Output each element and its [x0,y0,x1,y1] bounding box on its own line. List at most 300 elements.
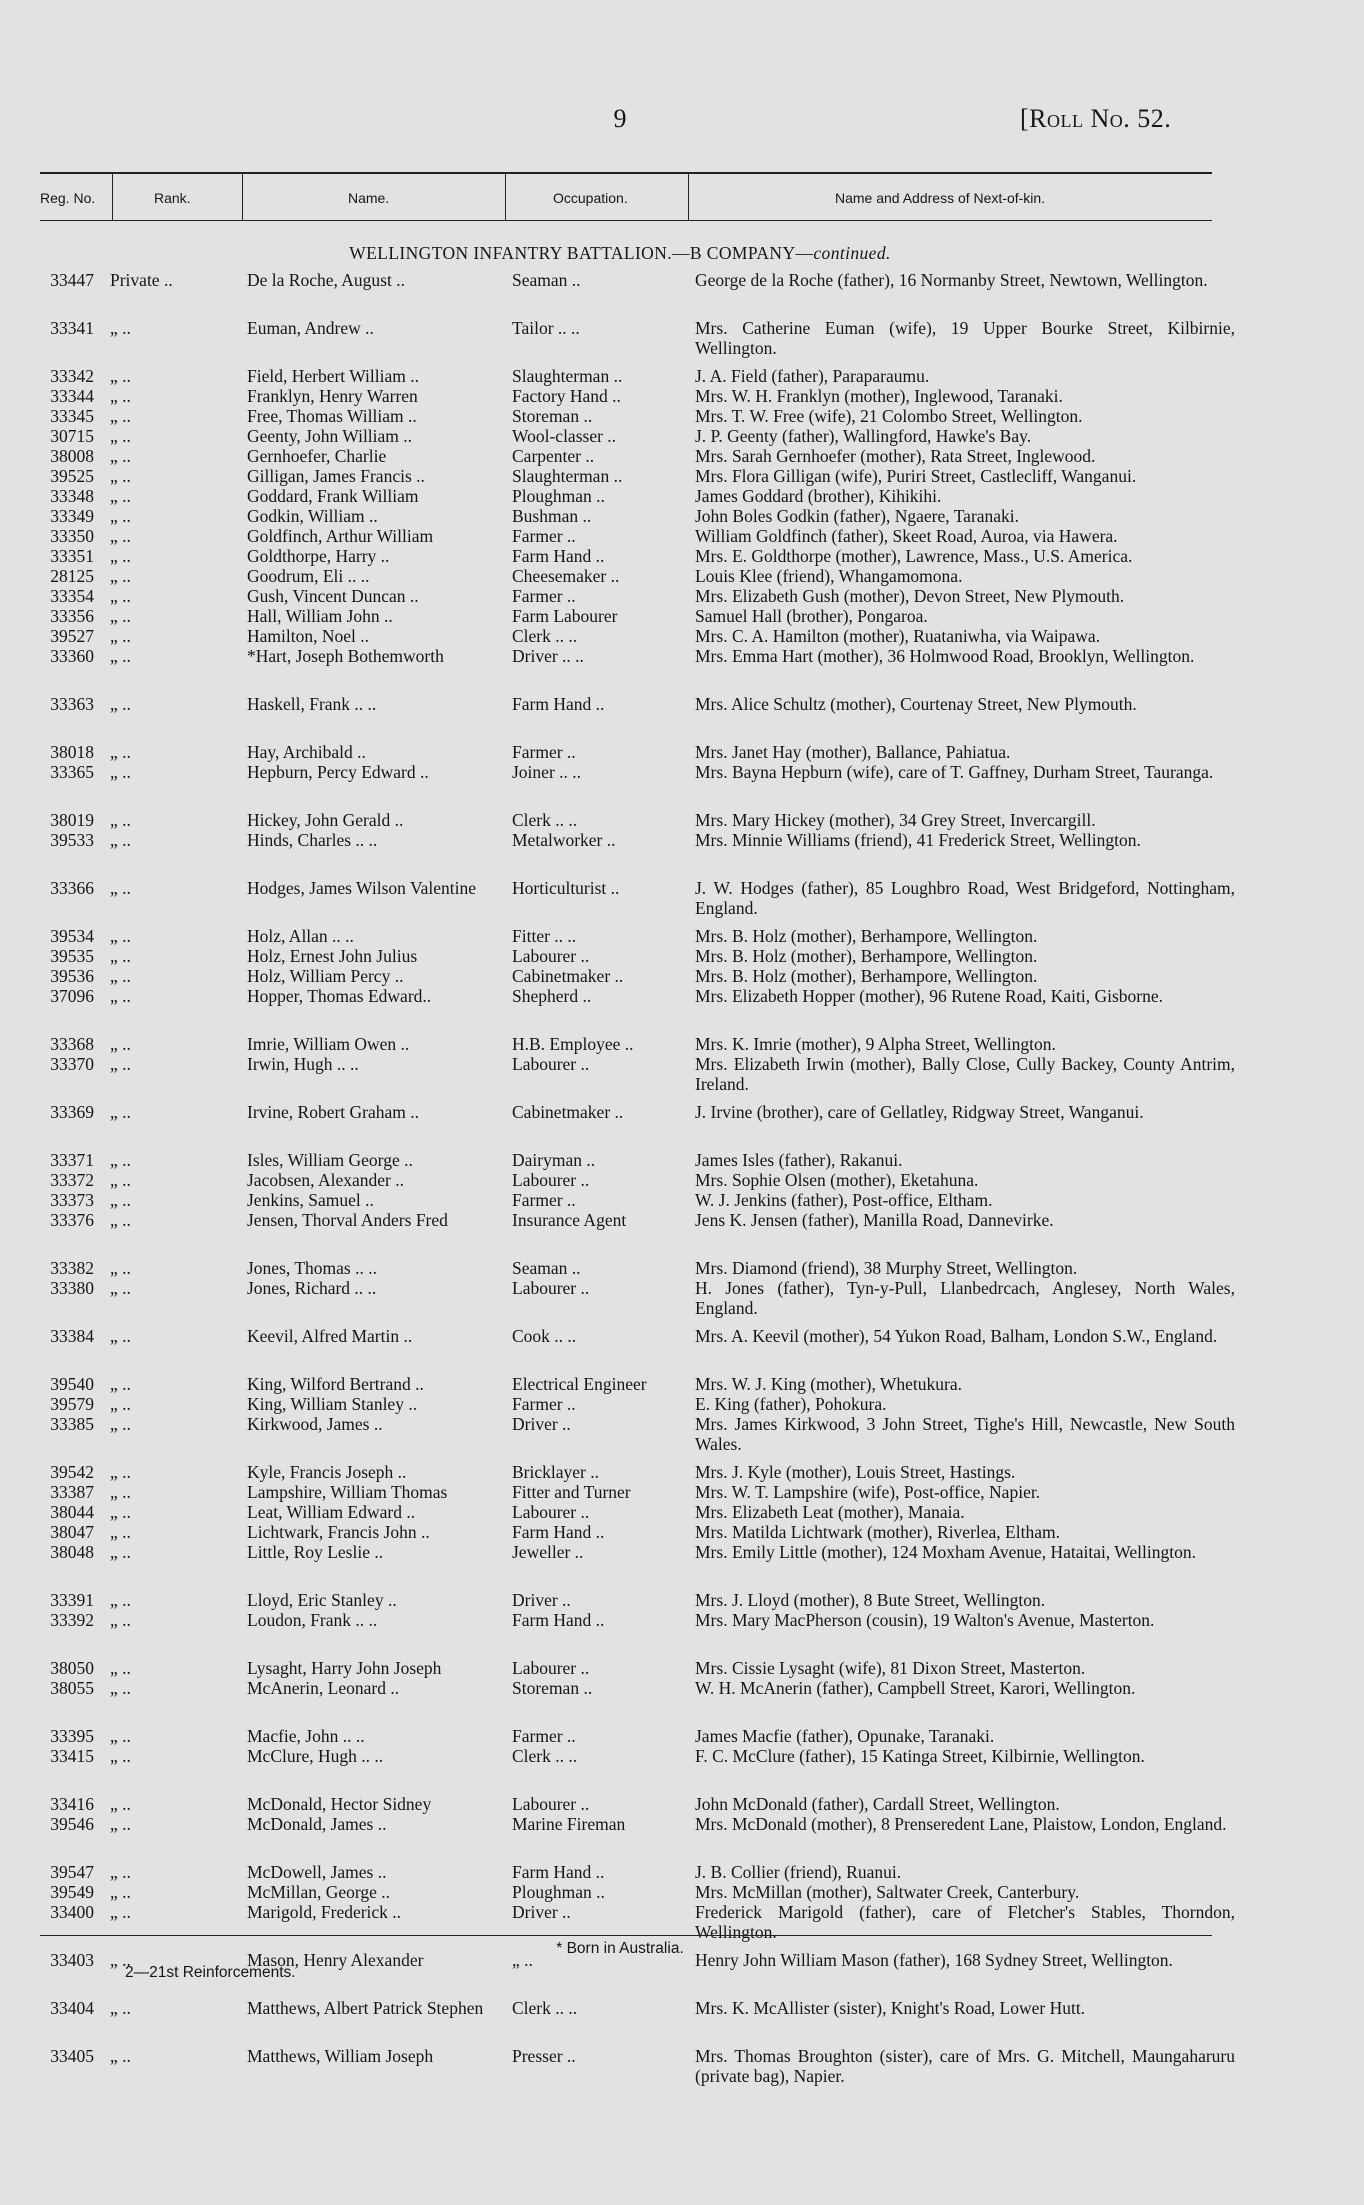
reg-number-cell: 33373 [50,1190,94,1210]
next-of-kin-cell: Mrs. B. Holz (mother), Berhampore, Wellington. [695,926,1038,946]
next-of-kin-cell: J. B. Collier (friend), Ruanui. [695,1862,902,1882]
reg-number-cell: 33368 [50,1034,94,1054]
rank-cell: „ .. [110,1102,131,1122]
column-header-name: Name. [348,190,390,206]
page-number: 9 [613,104,627,133]
column-divider [688,174,689,220]
occupation-cell: Jeweller .. [512,1542,584,1562]
reg-number-cell: 33382 [50,1258,94,1278]
rank-cell: „ .. [110,446,131,466]
rank-cell: „ .. [110,1542,131,1562]
table-row [0,1034,1240,1054]
next-of-kin-cell: Mrs. James Kirkwood, 3 John Street, Tighe's Hill, Newcastle, New South Wales. [695,1414,1235,1454]
column-divider [505,174,506,220]
footer-reference: 2—21st Reinforcements. [125,1964,296,1981]
table-row [0,1542,1240,1582]
table-row [0,1258,1240,1278]
next-of-kin-cell: Mrs. Elizabeth Hopper (mother), 96 Rutene Road, Kaiti, Gisborne. [695,986,1164,1006]
occupation-cell: Labourer .. [512,1794,590,1814]
header-rule-bottom [40,220,1212,221]
footnote: * Born in Australia. [556,1940,684,1957]
name-cell: Hepburn, Percy Edward .. [247,762,429,782]
table-row [0,1862,1240,1882]
reg-number-cell: 33376 [50,1210,94,1230]
table-row [0,1414,1240,1454]
occupation-cell: Driver .. [512,1902,571,1922]
table-row [0,694,1240,734]
occupation-cell: Shepherd .. [512,986,592,1006]
rank-cell: Private .. [110,270,173,290]
occupation-cell: Cook .. .. [512,1326,577,1346]
name-cell: Euman, Andrew .. [247,318,374,338]
name-cell: Hall, William John .. [247,606,393,626]
name-cell: Lichtwark, Francis John .. [247,1522,430,1542]
rank-cell: „ .. [110,586,131,606]
table-row [0,986,1240,1026]
name-cell: Holz, Allan .. .. [247,926,354,946]
name-cell: Godkin, William .. [247,506,378,526]
table-row [0,1678,1240,1718]
reg-number-cell: 39540 [50,1374,94,1394]
next-of-kin-cell: Mrs. B. Holz (mother), Berhampore, Wellington. [695,966,1038,986]
name-cell: Holz, Ernest John Julius [247,946,418,966]
occupation-cell: Seaman .. [512,1258,581,1278]
name-cell: Matthews, Albert Patrick Stephen [247,1998,484,2018]
name-cell: Lloyd, Eric Stanley .. [247,1590,397,1610]
occupation-cell: Farm Hand .. [512,694,605,714]
header-rule-top [40,172,1212,174]
reg-number-cell: 39527 [50,626,94,646]
rank-cell: „ .. [110,1794,131,1814]
table-row [0,1746,1240,1786]
table-row [0,1522,1240,1542]
name-cell: Gush, Vincent Duncan .. [247,586,419,606]
name-cell: Goldfinch, Arthur William [247,526,434,546]
next-of-kin-cell: Frederick Marigold (father), care of Fletcher's Stables, Thorndon, Wellington. [695,1902,1235,1942]
next-of-kin-cell: Mrs. J. Lloyd (mother), 8 Bute Street, Wellington. [695,1590,1046,1610]
next-of-kin-cell: Mrs. Emily Little (mother), 124 Moxham Avenue, Hataitai, Wellington. [695,1542,1196,1562]
name-cell: Irwin, Hugh .. .. [247,1054,359,1074]
occupation-cell: Labourer .. [512,1278,590,1298]
table-row [0,626,1240,646]
next-of-kin-cell: George de la Roche (father), 16 Normanby Street, Newtown, Wellington. [695,270,1208,290]
occupation-cell: Farm Hand .. [512,1522,605,1542]
rank-cell: „ .. [110,1862,131,1882]
occupation-cell: Factory Hand .. [512,386,621,406]
reg-number-cell: 33400 [50,1902,94,1922]
occupation-cell: Labourer .. [512,1054,590,1074]
table-row [0,586,1240,606]
occupation-cell: Labourer .. [512,946,590,966]
rank-cell: „ .. [110,646,131,666]
next-of-kin-cell: H. Jones (father), Tyn-y-Pull, Llanbedrcach, Anglesey, North Wales, England. [695,1278,1235,1318]
occupation-cell: Farmer .. [512,1726,576,1746]
occupation-cell: Slaughterman .. [512,466,623,486]
occupation-cell: Labourer .. [512,1502,590,1522]
table-row [0,762,1240,802]
reg-number-cell: 38018 [50,742,94,762]
rank-cell: „ .. [110,546,131,566]
occupation-cell: Storeman .. [512,406,593,426]
occupation-cell: Farmer .. [512,1190,576,1210]
table-row [0,318,1240,358]
occupation-cell: Electrical Engineer [512,1374,647,1394]
rank-cell: „ .. [110,1658,131,1678]
roll-number: [Roll No. 52. [1020,104,1172,133]
occupation-cell: Presser .. [512,2046,576,2066]
reg-number-cell: 38050 [50,1658,94,1678]
name-cell: Holz, William Percy .. [247,966,404,986]
occupation-cell: Dairyman .. [512,1150,596,1170]
name-cell: Leat, William Edward .. [247,1502,416,1522]
table-row [0,1814,1240,1854]
name-cell: Goddard, Frank William [247,486,419,506]
occupation-cell: Seaman .. [512,270,581,290]
name-cell: Imrie, William Owen .. [247,1034,410,1054]
rank-cell: „ .. [110,1998,131,2018]
name-cell: Haskell, Frank .. .. [247,694,377,714]
rank-cell: „ .. [110,1054,131,1074]
rank-cell: „ .. [110,1326,131,1346]
next-of-kin-cell: Mrs. Bayna Hepburn (wife), care of T. Gaffney, Durham Street, Tauranga. [695,762,1214,782]
rank-cell: „ .. [110,1902,131,1922]
rank-cell: „ .. [110,1210,131,1230]
next-of-kin-cell: Mrs. Elizabeth Leat (mother), Manaia. [695,1502,965,1522]
next-of-kin-cell: Jens K. Jensen (father), Manilla Road, Dannevirke. [695,1210,1054,1230]
column-header-next-of-kin: Name and Address of Next-of-kin. [835,190,1046,206]
name-cell: Keevil, Alfred Martin .. [247,1326,413,1346]
table-row [0,366,1240,386]
table-row [0,1794,1240,1814]
name-cell: Kyle, Francis Joseph .. [247,1462,407,1482]
table-row [0,1502,1240,1522]
name-cell: *Hart, Joseph Bothemworth [247,646,444,666]
next-of-kin-cell: J. W. Hodges (father), 85 Loughbro Road, West Bridgeford, Nottingham, England. [695,878,1235,918]
next-of-kin-cell: Mrs. C. A. Hamilton (mother), Ruataniwha, via Waipawa. [695,626,1101,646]
next-of-kin-cell: W. H. McAnerin (father), Campbell Street, Karori, Wellington. [695,1678,1136,1698]
next-of-kin-cell: Mrs. W. H. Franklyn (mother), Inglewood, Taranaki. [695,386,1063,406]
table-row [0,1190,1240,1210]
occupation-cell: Bricklayer .. [512,1462,599,1482]
table-row [0,1150,1240,1170]
rank-cell: „ .. [110,1590,131,1610]
occupation-cell: Horticulturist .. [512,878,620,898]
next-of-kin-cell: J. Irvine (brother), care of Gellatley, Ridgway Street, Wanganui. [695,1102,1144,1122]
table-row [0,926,1240,946]
table-row [0,1102,1240,1142]
section-title [0,243,1240,264]
occupation-cell: Clerk .. .. [512,810,578,830]
rank-cell: „ .. [110,1814,131,1834]
rank-cell: „ .. [110,1522,131,1542]
reg-number-cell: 33344 [50,386,94,406]
occupation-cell: Slaughterman .. [512,366,623,386]
rank-cell: „ .. [110,606,131,626]
table-row [0,966,1240,986]
occupation-cell: Fitter .. .. [512,926,577,946]
reg-number-cell: 33345 [50,406,94,426]
table-row [0,1882,1240,1902]
table-row [0,1610,1240,1650]
column-header-reg-no: Reg. No. [40,190,96,206]
next-of-kin-cell: William Goldfinch (father), Skeet Road, Auroa, via Hawera. [695,526,1118,546]
name-cell: McAnerin, Leonard .. [247,1678,400,1698]
rank-cell: „ .. [110,318,131,338]
next-of-kin-cell: Mrs. K. McAllister (sister), Knight's Road, Lower Hutt. [695,1998,1086,2018]
reg-number-cell: 39534 [50,926,94,946]
name-cell: Jensen, Thorval Anders Fred [247,1210,448,1230]
reg-number-cell: 39535 [50,946,94,966]
rank-cell: „ .. [110,2046,131,2066]
rank-cell: „ .. [110,810,131,830]
table-row [0,946,1240,966]
occupation-cell: Farmer .. [512,586,576,606]
next-of-kin-cell: Mrs. Alice Schultz (mother), Courtenay Street, New Plymouth. [695,694,1137,714]
rank-cell: „ .. [110,1190,131,1210]
rank-cell: „ .. [110,526,131,546]
rank-cell: „ .. [110,566,131,586]
next-of-kin-cell: Mrs. Janet Hay (mother), Ballance, Pahiatua. [695,742,1011,762]
table-row [0,878,1240,918]
rank-cell: „ .. [110,406,131,426]
reg-number-cell: 33342 [50,366,94,386]
reg-number-cell: 30715 [50,426,94,446]
table-row [0,566,1240,586]
table-row [0,1590,1240,1610]
next-of-kin-cell: F. C. McClure (father), 15 Katinga Street, Kilbirnie, Wellington. [695,1746,1145,1766]
name-cell: Matthews, William Joseph [247,2046,434,2066]
next-of-kin-cell: Mrs. Mary Hickey (mother), 34 Grey Street, Invercargill. [695,810,1096,830]
name-cell: Jones, Richard .. .. [247,1278,377,1298]
next-of-kin-cell: James Isles (father), Rakanui. [695,1150,903,1170]
reg-number-cell: 39533 [50,830,94,850]
occupation-cell: Clerk .. .. [512,626,578,646]
next-of-kin-cell: Mrs. Sarah Gernhoefer (mother), Rata Street, Inglewood. [695,446,1096,466]
name-cell: Kirkwood, James .. [247,1414,383,1434]
name-cell: Field, Herbert William .. [247,366,419,386]
reg-number-cell: 33405 [50,2046,94,2066]
occupation-cell: Clerk .. .. [512,1746,578,1766]
next-of-kin-cell: Mrs. A. Keevil (mother), 54 Yukon Road, Balham, London S.W., England. [695,1326,1218,1346]
reg-number-cell: 33356 [50,606,94,626]
table-row [0,1658,1240,1678]
rank-cell: „ .. [110,1170,131,1190]
rank-cell: „ .. [110,742,131,762]
table-row [0,830,1240,870]
next-of-kin-cell: Mrs. Emma Hart (mother), 36 Holmwood Road, Brooklyn, Wellington. [695,646,1195,666]
rank-cell: „ .. [110,1726,131,1746]
rank-cell: „ .. [110,626,131,646]
name-cell: McMillan, George .. [247,1882,391,1902]
occupation-cell: Fitter and Turner [512,1482,631,1502]
next-of-kin-cell: John McDonald (father), Cardall Street, Wellington. [695,1794,1060,1814]
next-of-kin-cell: Henry John William Mason (father), 168 Sydney Street, Wellington. [695,1950,1173,1970]
name-cell: McClure, Hugh .. .. [247,1746,384,1766]
name-cell: Mason, Henry Alexander [247,1950,424,1970]
rank-cell: „ .. [110,1150,131,1170]
table-row [0,1482,1240,1502]
next-of-kin-cell: E. King (father), Pohokura. [695,1394,887,1414]
reg-number-cell: 33392 [50,1610,94,1630]
occupation-cell: Storeman .. [512,1678,593,1698]
reg-number-cell: 38055 [50,1678,94,1698]
reg-number-cell: 33369 [50,1102,94,1122]
next-of-kin-cell: J. A. Field (father), Paraparaumu. [695,366,930,386]
next-of-kin-cell: Louis Klee (friend), Whangamomona. [695,566,963,586]
occupation-cell: Cabinetmaker .. [512,1102,624,1122]
section-title-main: WELLINGTON INFANTRY BATTALION.—B COMPANY— [349,243,814,263]
reg-number-cell: 37096 [50,986,94,1006]
reg-number-cell: 33391 [50,1590,94,1610]
column-divider [242,174,243,220]
reg-number-cell: 39542 [50,1462,94,1482]
name-cell: McDonald, James .. [247,1814,387,1834]
name-cell: Hinds, Charles .. .. [247,830,378,850]
reg-number-cell: 33349 [50,506,94,526]
rank-cell: „ .. [110,946,131,966]
next-of-kin-cell: Mrs. W. J. King (mother), Whetukura. [695,1374,963,1394]
reg-number-cell: 38048 [50,1542,94,1562]
occupation-cell: H.B. Employee .. [512,1034,634,1054]
next-of-kin-cell: Mrs. Thomas Broughton (sister), care of Mrs. G. Mitchell, Maungaharuru (private bag), Napier. [695,2046,1235,2086]
name-cell: Macfie, John .. .. [247,1726,365,1746]
table-row [0,466,1240,486]
table-row [0,606,1240,626]
table-row [0,1462,1240,1482]
next-of-kin-cell: Mrs. Sophie Olsen (mother), Eketahuna. [695,1170,979,1190]
occupation-cell: Metalworker .. [512,830,616,850]
occupation-cell: Cabinetmaker .. [512,966,624,986]
column-divider [112,174,113,220]
table-row [0,526,1240,546]
table-row [0,742,1240,762]
name-cell: Goodrum, Eli .. .. [247,566,370,586]
reg-number-cell: 33403 [50,1950,94,1970]
reg-number-cell: 33415 [50,1746,94,1766]
occupation-cell: Wool-classer .. [512,426,617,446]
table-row [0,426,1240,446]
name-cell: Marigold, Frederick .. [247,1902,402,1922]
table-row [0,1210,1240,1250]
occupation-cell: Tailor .. .. [512,318,580,338]
rank-cell: „ .. [110,1258,131,1278]
occupation-cell: Driver .. .. [512,646,584,666]
rank-cell: „ .. [110,506,131,526]
name-cell: Jones, Thomas .. .. [247,1258,377,1278]
next-of-kin-cell: Mrs. Elizabeth Irwin (mother), Bally Close, Cully Backey, County Antrim, Ireland. [695,1054,1235,1094]
occupation-cell: Cheesemaker .. [512,566,620,586]
roll-table [0,270,1240,2094]
table-row [0,1374,1240,1394]
rank-cell: „ .. [110,1950,131,1970]
reg-number-cell: 33363 [50,694,94,714]
next-of-kin-cell: Mrs. McMillan (mother), Saltwater Creek, Canterbury. [695,1882,1080,1902]
column-header-occupation: Occupation. [553,190,628,206]
next-of-kin-cell: Mrs. Minnie Williams (friend), 41 Frederick Street, Wellington. [695,830,1141,850]
table-row [0,406,1240,426]
occupation-cell: „ .. [512,1950,533,1970]
occupation-cell: Farm Labourer [512,606,618,626]
rank-cell: „ .. [110,1374,131,1394]
next-of-kin-cell: Mrs. Matilda Lichtwark (mother), Riverlea, Eltham. [695,1522,1060,1542]
reg-number-cell: 33416 [50,1794,94,1814]
next-of-kin-cell: Mrs. E. Goldthorpe (mother), Lawrence, Mass., U.S. America. [695,546,1133,566]
reg-number-cell: 33447 [50,270,94,290]
table-row [0,1278,1240,1318]
reg-number-cell: 33395 [50,1726,94,1746]
table-row [0,1326,1240,1366]
occupation-cell: Driver .. [512,1414,571,1434]
next-of-kin-cell: Mrs. Elizabeth Gush (mother), Devon Street, New Plymouth. [695,586,1125,606]
name-cell: Irvine, Robert Graham .. [247,1102,420,1122]
reg-number-cell: 39536 [50,966,94,986]
rank-cell: „ .. [110,426,131,446]
next-of-kin-cell: Mrs. Diamond (friend), 38 Murphy Street, Wellington. [695,1258,1078,1278]
occupation-cell: Farm Hand .. [512,1610,605,1630]
next-of-kin-cell: Mrs. J. Kyle (mother), Louis Street, Hastings. [695,1462,1016,1482]
occupation-cell: Clerk .. .. [512,1998,578,2018]
occupation-cell: Farm Hand .. [512,1862,605,1882]
rank-cell: „ .. [110,1278,131,1298]
reg-number-cell: 28125 [50,566,94,586]
table-row [0,506,1240,526]
table-row [0,1902,1240,1942]
rank-cell: „ .. [110,966,131,986]
occupation-cell: Bushman .. [512,506,592,526]
footer-rule [40,1935,1212,1936]
reg-number-cell: 33371 [50,1150,94,1170]
name-cell: McDowell, James .. [247,1862,387,1882]
table-row [0,270,1240,310]
rank-cell: „ .. [110,830,131,850]
rank-cell: „ .. [110,1034,131,1054]
name-cell: McDonald, Hector Sidney [247,1794,432,1814]
name-cell: Hodges, James Wilson Valentine [247,878,477,898]
reg-number-cell: 33372 [50,1170,94,1190]
reg-number-cell: 33348 [50,486,94,506]
name-cell: Goldthorpe, Harry .. [247,546,390,566]
reg-number-cell: 39547 [50,1862,94,1882]
table-row [0,2046,1240,2086]
reg-number-cell: 33351 [50,546,94,566]
reg-number-cell: 38019 [50,810,94,830]
name-cell: Lysaght, Harry John Joseph [247,1658,442,1678]
name-cell: Little, Roy Leslie .. [247,1542,384,1562]
occupation-cell: Marine Fireman [512,1814,626,1834]
reg-number-cell: 33354 [50,586,94,606]
name-cell: Franklyn, Henry Warren [247,386,418,406]
name-cell: Gilligan, James Francis .. [247,466,425,486]
name-cell: Geenty, John William .. [247,426,413,446]
occupation-cell: Farm Hand .. [512,546,605,566]
rank-cell: „ .. [110,1678,131,1698]
rank-cell: „ .. [110,878,131,898]
next-of-kin-cell: Mrs. W. T. Lampshire (wife), Post-office, Napier. [695,1482,1041,1502]
rank-cell: „ .. [110,466,131,486]
next-of-kin-cell: Mrs. Mary MacPherson (cousin), 19 Walton's Avenue, Masterton. [695,1610,1155,1630]
occupation-cell: Ploughman .. [512,486,605,506]
next-of-kin-cell: J. P. Geenty (father), Wallingford, Hawke's Bay. [695,426,1032,446]
occupation-cell: Carpenter .. [512,446,595,466]
next-of-kin-cell: James Macfie (father), Opunake, Taranaki. [695,1726,995,1746]
name-cell: King, William Stanley .. [247,1394,418,1414]
occupation-cell: Ploughman .. [512,1882,605,1902]
rank-cell: „ .. [110,366,131,386]
reg-number-cell: 33366 [50,878,94,898]
reg-number-cell: 38008 [50,446,94,466]
occupation-cell: Labourer .. [512,1658,590,1678]
rank-cell: „ .. [110,694,131,714]
